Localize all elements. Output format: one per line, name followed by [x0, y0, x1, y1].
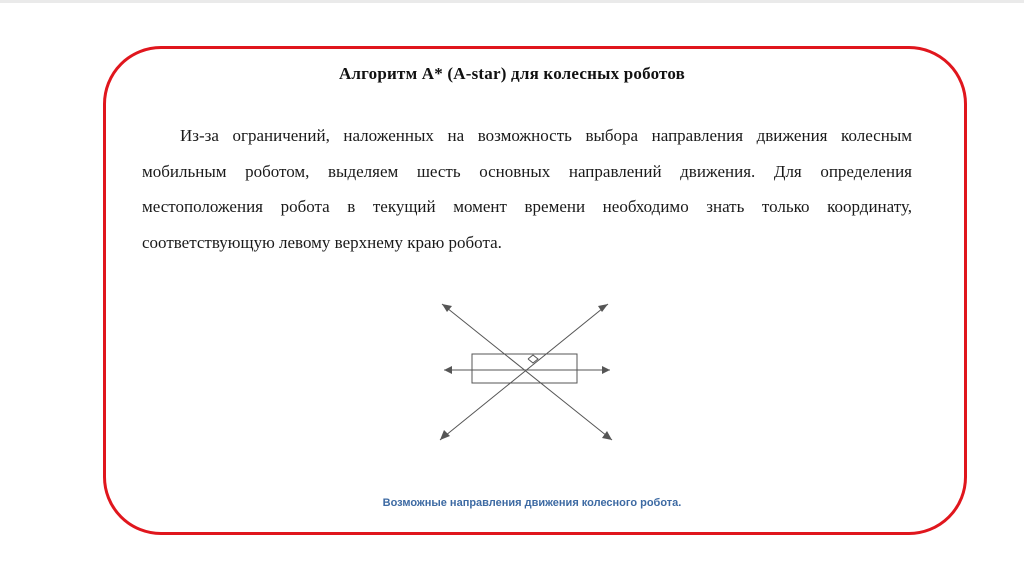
arrow-left [444, 366, 452, 374]
arrow-down-left [440, 430, 450, 440]
robot-directions-diagram [432, 296, 616, 446]
top-divider [0, 0, 1024, 3]
slide-title: Алгоритм А* (A-star) для колесных роботов [338, 64, 686, 83]
arrow-down-right [602, 431, 612, 440]
figure-caption: Возможные направления движения колесного робота. [382, 497, 682, 509]
direction-line-diagonal-b [442, 304, 612, 440]
robot-body [472, 354, 577, 383]
arrow-right [602, 366, 610, 374]
direction-line-diagonal-a [440, 304, 608, 440]
slide-body-text: Из-за ограничений, наложенных на возможность выбора направления движения колесным мобильным роботом, выделяем шесть основных направлений движения. Для определения местоположения робота в текущий момент времени необходимо знать только координату, соответствующую левому верхнему краю робота. [142, 126, 912, 252]
